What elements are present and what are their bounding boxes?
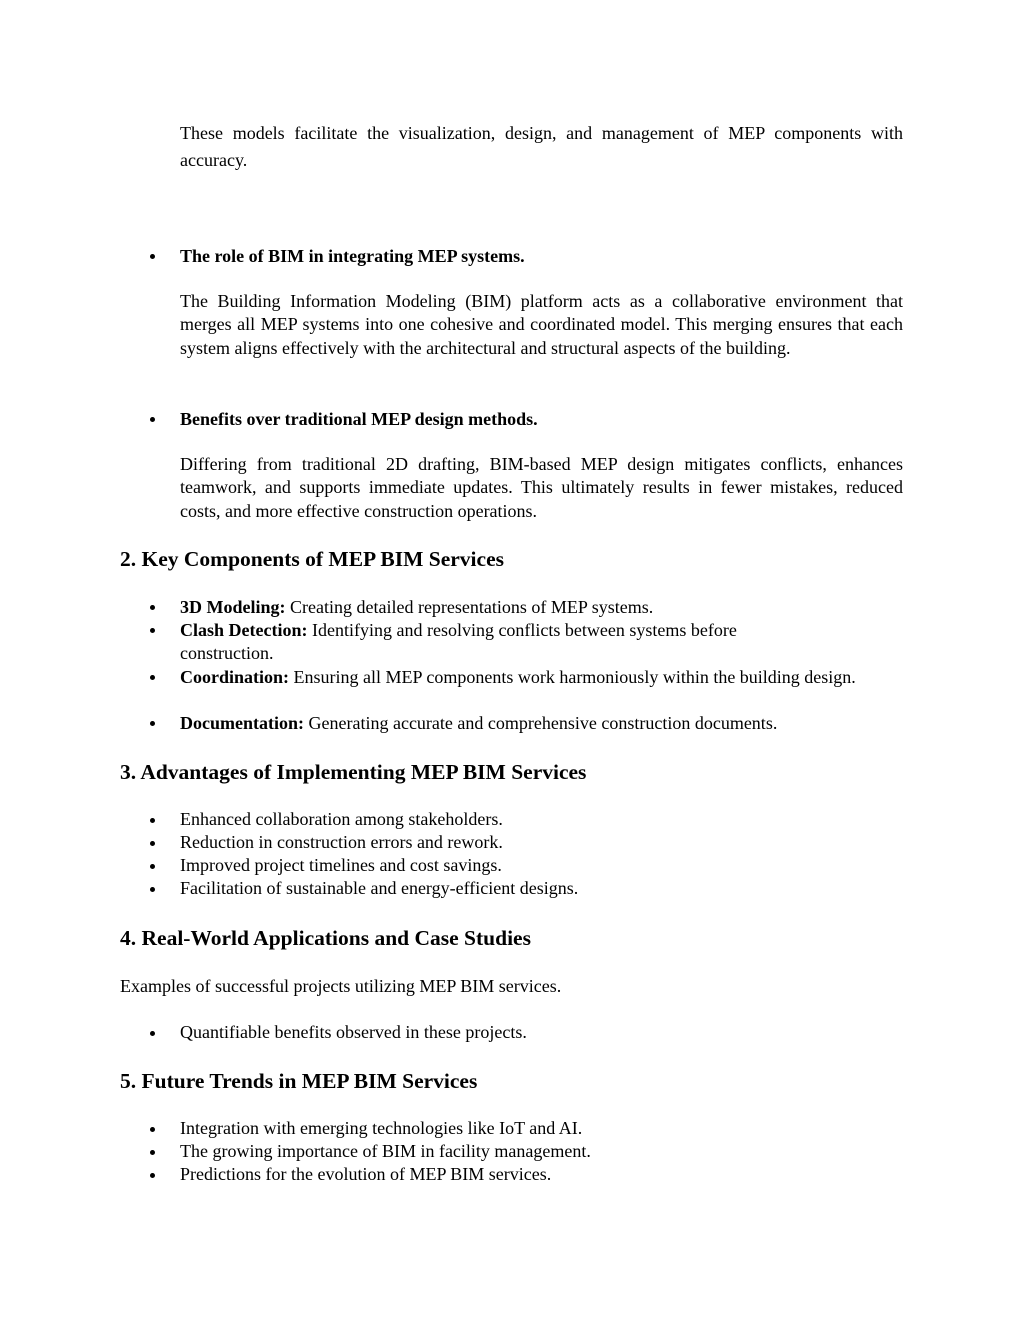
list-item: Predictions for the evolution of MEP BIM services. [180,1164,552,1184]
bim-role-paragraph: The Building Information Modeling (BIM) platform acts as a collaborative environment that merges all MEP systems into one cohesive and coordinated model. This merging ensures that each system aligns effectively with the architectural and structural aspects of the building. [180,291,903,358]
term-text: Identifying and resolving conflicts between systems before construction. [180,620,737,664]
bullet-icon [150,605,155,610]
list-item: Enhanced collaboration among stakeholders. [180,809,503,829]
term-text: Ensuring all MEP components work harmoniously within the building design. [289,667,856,687]
section-3-title: 3. Advantages of Implementing MEP BIM Services [120,760,587,784]
bullet-icon [150,887,155,892]
bullet-icon [150,1150,155,1155]
bullet-icon [150,1031,155,1036]
bullet-icon [150,864,155,869]
bullet-icon [150,675,155,680]
bullet-heading-bim-role: The role of BIM in integrating MEP systems. [180,246,525,266]
term-label: Documentation: [180,713,304,733]
intro-paragraph: These models facilitate the visualization, design, and management of MEP components with accuracy. [180,123,903,170]
section-4-title: 4. Real-World Applications and Case Studies [120,926,531,950]
bullet-icon [150,1173,155,1178]
list-item: Quantifiable benefits observed in these projects. [180,1022,527,1042]
bullet-heading-benefits: Benefits over traditional MEP design methods. [180,409,538,429]
term-label: Coordination: [180,667,290,687]
term-label: 3D Modeling: [180,597,286,617]
section-5-title: 5. Future Trends in MEP BIM Services [120,1069,478,1093]
term-label: Clash Detection: [180,620,308,640]
list-item [180,666,880,689]
bullet-icon [150,1127,155,1132]
benefits-paragraph: Differing from traditional 2D drafting, BIM-based MEP design mitigates conflicts, enhances teamwork, and supports immediate updates. This ultimately results in fewer mistakes, reduced costs, and more effective construction operations. [180,454,903,521]
list-item [180,619,830,665]
bullet-icon [150,841,155,846]
bullet-icon [150,417,155,422]
list-item: The growing importance of BIM in facility management. [180,1141,591,1161]
list-item: Reduction in construction errors and rework. [180,832,503,852]
section-2-title: 2. Key Components of MEP BIM Services [120,547,504,571]
list-item: Integration with emerging technologies like IoT and AI. [180,1118,583,1138]
list-item: Facilitation of sustainable and energy-efficient designs. [180,878,579,898]
list-item [180,712,900,735]
section-4-paragraph: Examples of successful projects utilizing MEP BIM services. [120,976,562,996]
bullet-icon [150,721,155,726]
bullet-icon [150,254,155,259]
bullet-icon [150,628,155,633]
term-text: Generating accurate and comprehensive construction documents. [304,713,778,733]
list-item: Improved project timelines and cost savings. [180,855,502,875]
bullet-icon [150,818,155,823]
term-text: Creating detailed representations of MEP systems. [285,597,654,617]
list-item [180,596,880,619]
